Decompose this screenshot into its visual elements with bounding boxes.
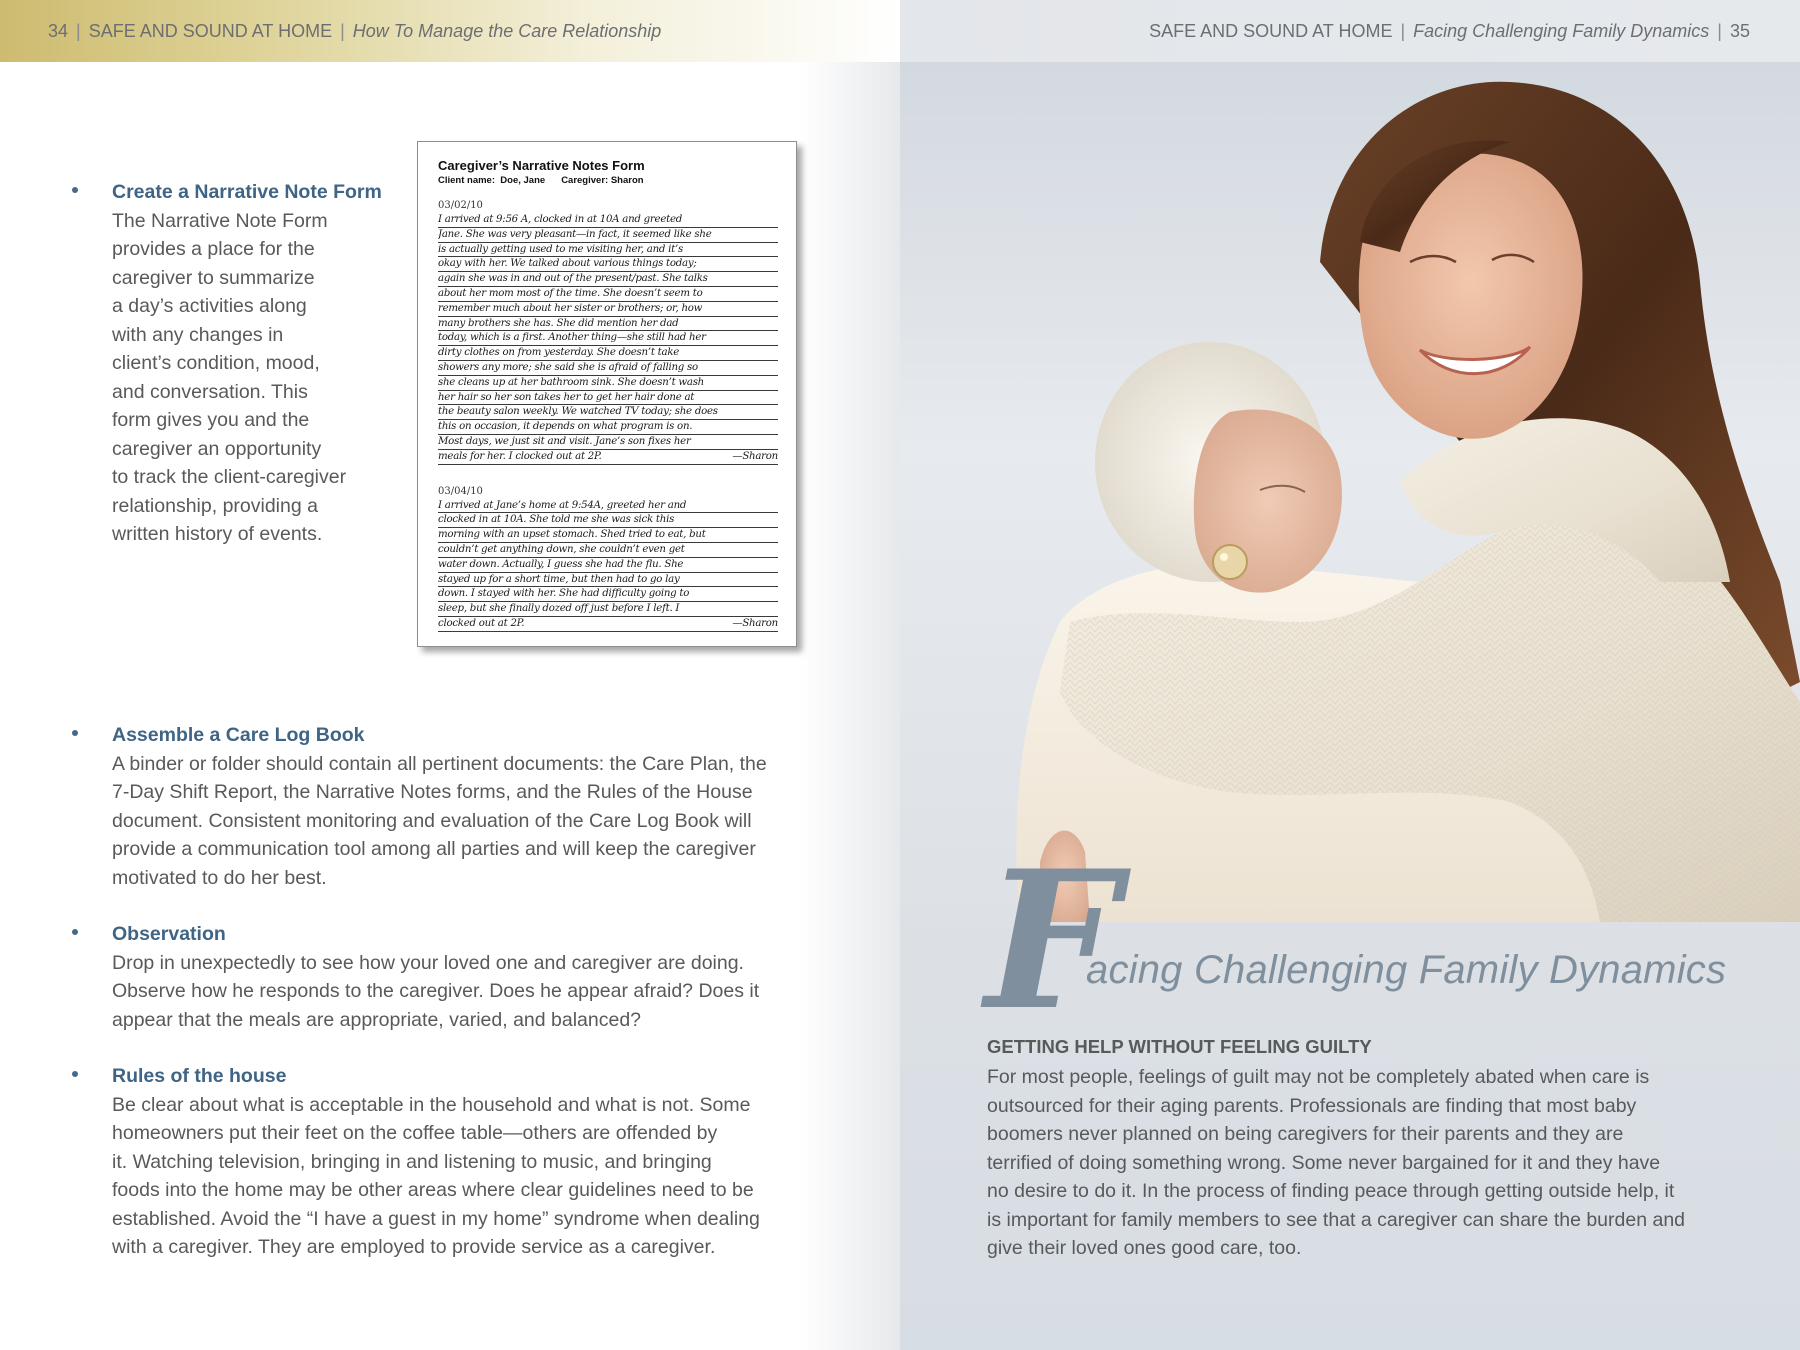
- feature-body-line: no desire to do it. In the process of finding peace through getting outside help, it: [987, 1180, 1675, 1202]
- bullet-dot: [72, 730, 78, 736]
- entry-date: 03/02/10: [438, 200, 483, 211]
- entry-signature: —Sharon: [732, 450, 778, 462]
- entry-line: okay with her. We talked about various things today;: [438, 257, 778, 272]
- right-book-title: SAFE AND SOUND AT HOME: [1149, 20, 1393, 41]
- bullet-line: caregiver to summarize: [112, 266, 315, 289]
- bullet-line: homeowners put their feet on the coffee table—others are offended by: [112, 1122, 718, 1144]
- bullet-heading: Rules of the house: [112, 1065, 287, 1087]
- feature-subhead: GETTING HELP WITHOUT FEELING GUILTY: [987, 1036, 1372, 1057]
- entry-line: today, which is a first. Another thing—she still had her: [438, 331, 778, 346]
- feature-body: [987, 1063, 1747, 1263]
- earring-highlight: [1220, 553, 1228, 561]
- entry-line: I arrived at Jane’s home at 9:54A, greeted her and: [438, 499, 778, 514]
- feature-body-line: outsourced for their aging parents. Professionals are finding that most baby: [987, 1094, 1637, 1117]
- entry-block: [438, 213, 778, 465]
- bullet-line: to track the client-caregiver: [112, 466, 347, 488]
- bullet-line: The Narrative Note Form: [112, 209, 328, 232]
- entry-line: [438, 617, 778, 632]
- entry-line: sleep, but she finally dozed off just before I left. I: [438, 602, 778, 617]
- bullet-line: Drop in unexpectedly to see how your loved one and caregiver are doing.: [112, 951, 744, 974]
- bullet-body: [112, 178, 382, 549]
- feature-body-line: For most people, feelings of guilt may not be completely abated when care is: [987, 1066, 1650, 1088]
- entry-line: Jane. She was very pleasant—in fact, it seemed like she: [438, 228, 778, 243]
- narrative-notes-form-image: [417, 141, 797, 647]
- bullet-dot: [72, 929, 78, 935]
- entry-line: the beauty salon weekly. We watched TV today; she does: [438, 405, 778, 420]
- bullet-line: caregiver an opportunity: [112, 437, 322, 460]
- entry-line: about her mom most of the time. She doesn’t seem to: [438, 287, 778, 302]
- feature-body-line: give their loved ones good care, too.: [987, 1237, 1302, 1259]
- header-separator: |: [1717, 20, 1722, 41]
- pearl-earring: [1213, 545, 1247, 579]
- bullet-line: client’s condition, mood,: [112, 352, 320, 374]
- header-separator: |: [340, 20, 345, 41]
- entry-line: Most days, we just sit and visit. Jane’s son fixes her: [438, 435, 778, 450]
- entry-line: dirty clothes on from yesterday. She doesn’t take: [438, 346, 778, 361]
- bullet-body: [112, 721, 767, 892]
- right-section-title: Facing Challenging Family Dynamics: [1413, 20, 1710, 41]
- bullet-heading: Assemble a Care Log Book: [112, 724, 365, 746]
- bullet-line: written history of events.: [112, 523, 323, 545]
- bullet-heading: Observation: [112, 923, 226, 945]
- entry-line: clocked in at 10A. She told me she was sick this: [438, 513, 778, 528]
- left-section-title: How To Manage the Care Relationship: [352, 20, 662, 41]
- entry-line: [438, 450, 778, 465]
- entry-line: this on occasion, it depends on what program is on.: [438, 420, 778, 435]
- entry-line: many brothers she has. She did mention her dad: [438, 317, 778, 332]
- left-book-title: SAFE AND SOUND AT HOME: [88, 20, 333, 41]
- drop-cap: F: [985, 829, 1120, 1052]
- entry-date: 03/04/10: [438, 485, 483, 497]
- bullet-dot: [72, 1071, 78, 1077]
- hug-photo: [900, 62, 1800, 922]
- bullet-line: a day’s activities along: [112, 295, 307, 317]
- entry-line: she cleans up at her bathroom sink. She doesn’t wash: [438, 376, 778, 391]
- header-separator: |: [1400, 20, 1406, 41]
- bullet-line: motivated to do her best.: [112, 866, 327, 889]
- entry-closing: meals for her. I clocked out at 2P.: [438, 450, 602, 462]
- entry-line: morning with an upset stomach. Shed tried to eat, but: [438, 528, 778, 543]
- bullet-line: it. Watching television, bringing in and listening to music, and bringing: [112, 1150, 712, 1173]
- entry-line: couldn’t get anything down, she couldn’t even get: [438, 543, 778, 558]
- entry-block: [438, 499, 778, 632]
- bullet-heading: Create a Narrative Note Form: [112, 181, 382, 203]
- form-meta: [438, 174, 778, 187]
- bullet-line: form gives you and the: [112, 409, 310, 431]
- bullet-line: A binder or folder should contain all pertinent documents: the Care Plan, the: [112, 752, 767, 775]
- bullet-line: Be clear about what is acceptable in the household and what is not. Some: [112, 1093, 751, 1116]
- entry-line: I arrived at 9:56 A, clocked in at 10A and greeted: [438, 213, 778, 228]
- entry-line: stayed up for a short time, but then had to go lay: [438, 573, 778, 588]
- feature-title: acing Challenging Family Dynamics: [1086, 948, 1727, 992]
- bullet-line: appear that the meals are appropriate, varied, and balanced?: [112, 1008, 642, 1031]
- bullet-line: and conversation. This: [112, 380, 308, 403]
- entry-closing: clocked out at 2P.: [438, 617, 525, 629]
- left-running-head: [0, 0, 900, 62]
- left-page-number: 34: [48, 20, 69, 41]
- form-client: Client name: Doe, Jane: [438, 175, 546, 186]
- feature-body-line: terrified of doing something wrong. Some never bargained for it and they have: [987, 1151, 1661, 1174]
- feature-body-line: boomers never planned on being caregivers for their parents and they are: [987, 1123, 1624, 1145]
- bullet-line: relationship, providing a: [112, 494, 318, 517]
- bullet-line: Observe how he responds to the caregiver. Does he appear afraid? Does it: [112, 980, 760, 1002]
- bullet-line: document. Consistent monitoring and evaluation of the Care Log Book will: [112, 809, 752, 832]
- bullet-line: established. Avoid the “I have a guest in my home” syndrome when dealing: [112, 1207, 760, 1230]
- feature-body-line: is important for family members to see that a caregiver can share the burden and: [987, 1208, 1686, 1231]
- bullet-line: provide a communication tool among all parties and will keep the caregiver: [112, 838, 756, 860]
- bullet-dot: [72, 187, 78, 193]
- entry-line: showers any more; she said she is afraid of falling so: [438, 361, 778, 376]
- bullet-body: [112, 1062, 760, 1262]
- right-running-head: [900, 0, 1800, 62]
- bullet-line: with a caregiver. They are employed to provide service as a caregiver.: [112, 1236, 716, 1258]
- bullet-body: [112, 920, 759, 1034]
- entry-line: is actually getting used to me visiting her, and it’s: [438, 243, 778, 258]
- entry-signature: —Sharon: [732, 617, 778, 629]
- entry-line: down. I stayed with her. She had difficulty going to: [438, 587, 778, 602]
- entry-line: again she was in and out of the present/past. She talks: [438, 272, 778, 287]
- entry-line: water down. Actually, I guess she had the flu. She: [438, 558, 778, 573]
- entry-line: her hair so her son takes her to get her hair done at: [438, 391, 778, 406]
- form-caregiver: Caregiver: Sharon: [561, 175, 644, 186]
- form-title: Caregiver’s Narrative Notes Form: [438, 158, 645, 173]
- bullet-line: 7-Day Shift Report, the Narrative Notes forms, and the Rules of the House: [112, 781, 753, 803]
- hug-illustration: [900, 62, 1800, 922]
- right-page-number: 35: [1729, 20, 1750, 41]
- bullet-line: with any changes in: [112, 323, 284, 346]
- header-separator: |: [76, 20, 81, 41]
- bullet-line: foods into the home may be other areas where clear guidelines need to be: [112, 1179, 754, 1201]
- bullet-line: provides a place for the: [112, 238, 315, 260]
- entry-line: remember much about her sister or brothers; or, how: [438, 302, 778, 317]
